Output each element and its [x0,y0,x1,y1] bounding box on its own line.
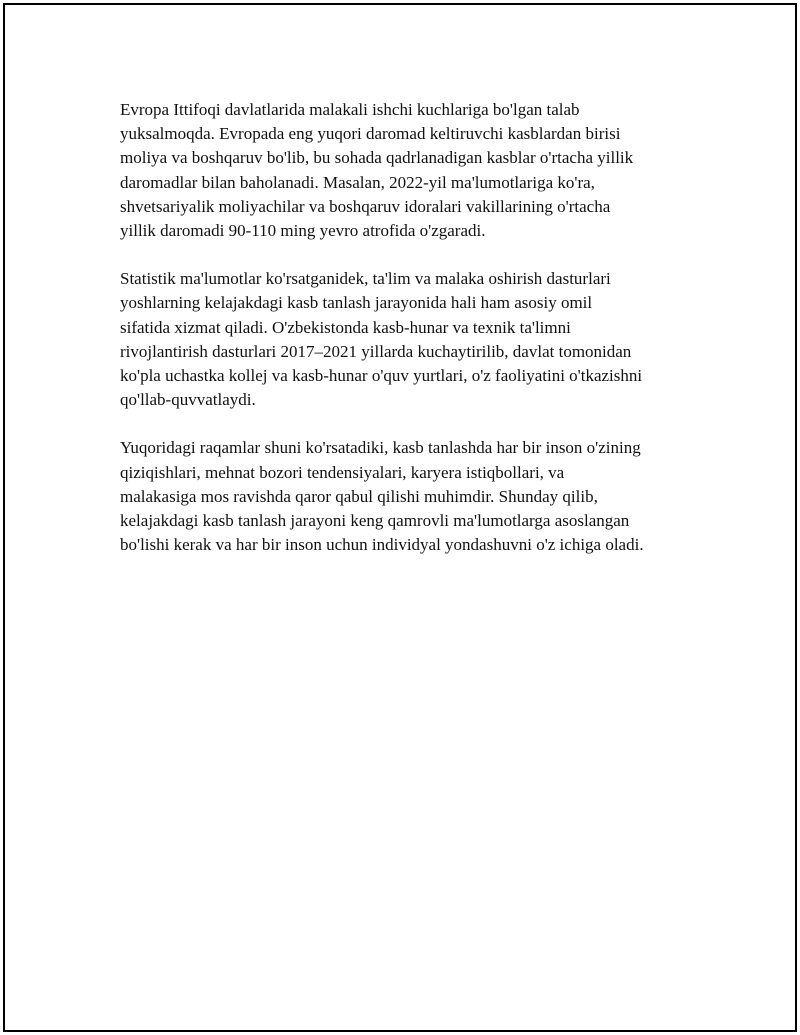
document-page [3,3,797,1032]
text-line: yuksalmoqda. Evropada eng yuqori daromad keltiruvchi kasblardan birisi [120,124,621,144]
text-line: rivojlantirish dasturlari 2017–2021 yillarda kuchaytirilib, davlat tomonidan [120,341,632,361]
document-body [120,98,695,581]
text-line: qo'llab-quvvatlaydi. [120,390,256,410]
text-line: malakasiga mos ravishda qaror qabul qilishi muhimdir. Shunday qilib, [120,486,598,506]
text-line: moliya va boshqaruv bo'lib, bu sohada qadrlanadigan kasblar o'rtacha yillik [120,148,634,168]
text-line: daromadlar bilan baholanadi. Masalan, 2022-yil ma'lumotlariga ko'ra, [120,172,595,192]
paragraph-1 [120,98,695,243]
paragraph-3 [120,436,695,557]
text-line: sifatida xizmat qiladi. O'zbekistonda kasb-hunar va texnik ta'limni [120,317,571,337]
paragraph-2 [120,267,695,412]
text-line: Statistik ma'lumotlar ko'rsatganidek, ta'lim va malaka oshirish dasturlari [120,269,611,289]
text-line: shvetsariyalik moliyachilar va boshqaruv idoralari vakillarining o'rtacha [120,196,611,216]
text-line: bo'lishi kerak va har bir inson uchun individyal yondashuvni o'z ichiga oladi. [120,535,644,555]
text-line: ko'pla uchastka kollej va kasb-hunar o'quv yurtlari, o'z faoliyatini o'tkazishni [120,366,643,386]
text-line: qiziqishlari, mehnat bozori tendensiyalari, karyera istiqbollari, va [120,462,565,482]
text-line: yillik daromadi 90-110 ming yevro atrofida o'zgaradi. [120,221,486,241]
text-line: Evropa Ittifoqi davlatlarida malakali ishchi kuchlariga bo'lgan talab [120,100,580,119]
text-line: yoshlarning kelajakdagi kasb tanlash jarayonida hali ham asosiy omil [120,293,593,313]
text-line: Yuqoridagi raqamlar shuni ko'rsatadiki, kasb tanlashda har bir inson o'zining [120,438,641,458]
text-line: kelajakdagi kasb tanlash jarayoni keng qamrovli ma'lumotlarga asoslangan [120,511,630,531]
